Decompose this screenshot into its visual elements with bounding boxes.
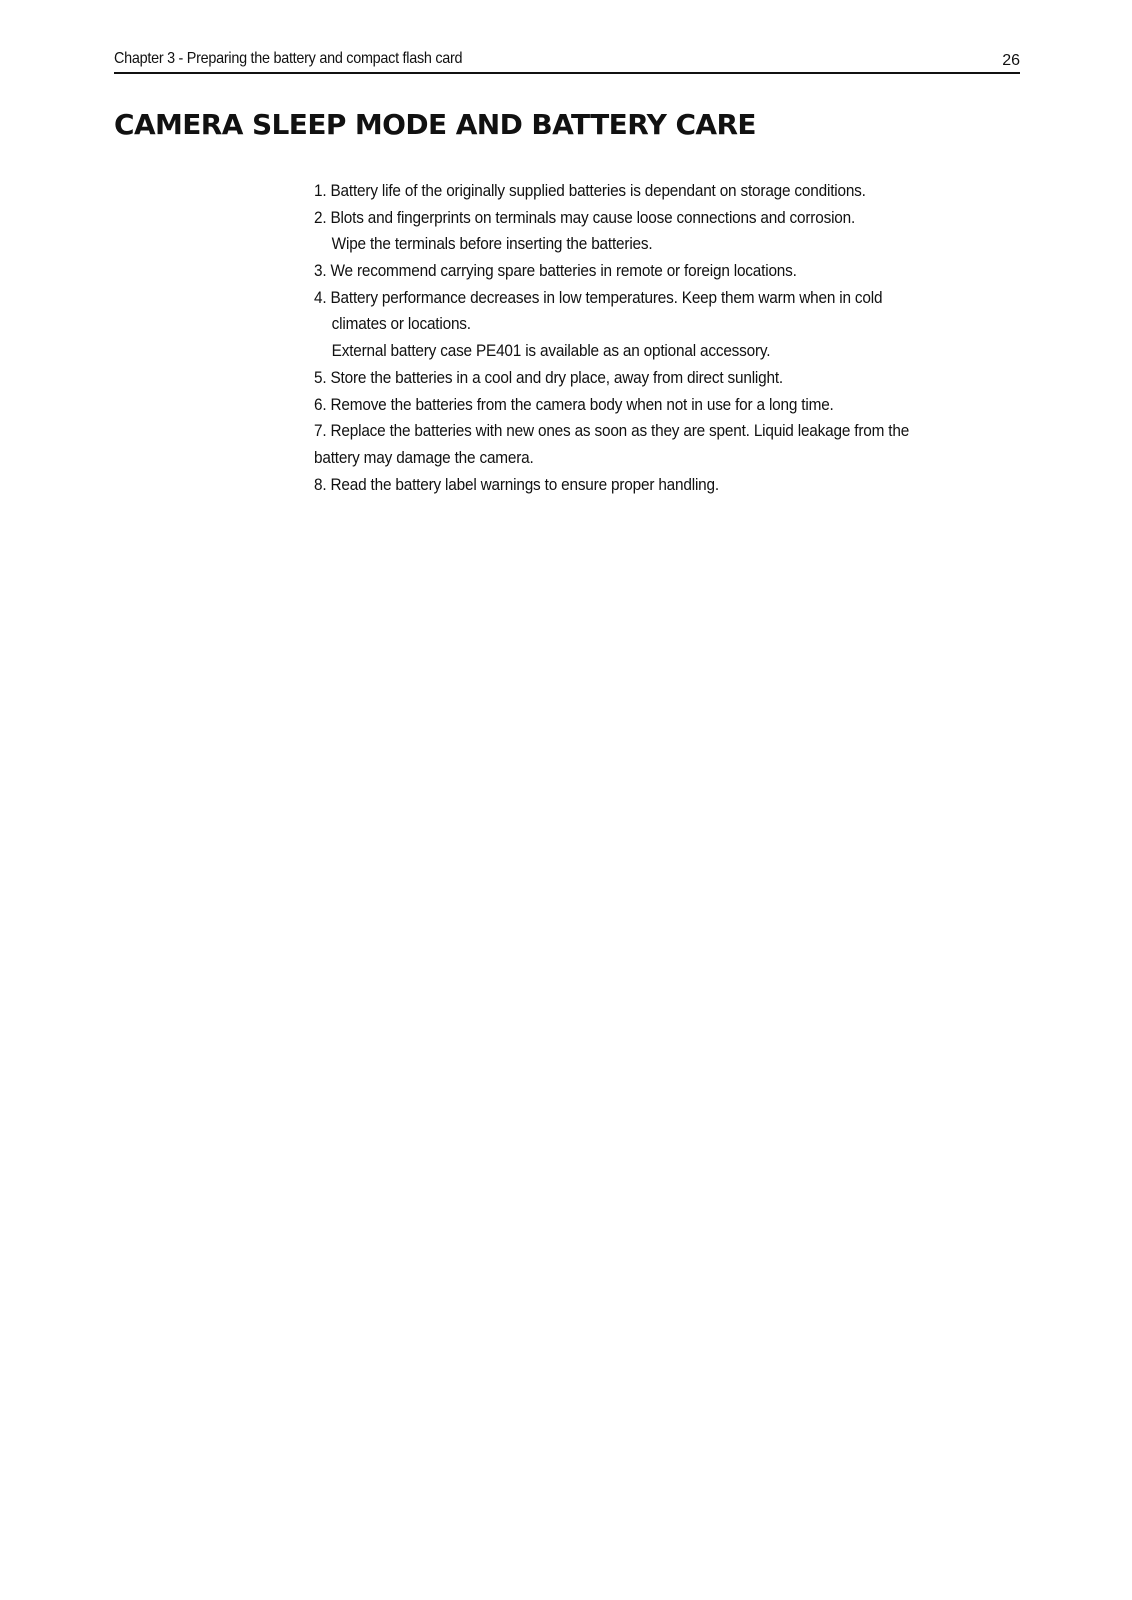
- chapter-title: Chapter 3 - Preparing the battery and compact flash card: [114, 50, 463, 67]
- list-item-4-note: External battery case PE401 is available as an optional accessory.: [331, 342, 771, 361]
- list-item-2-continuation: Wipe the terminals before inserting the batteries.: [331, 235, 653, 254]
- list-item-2: 2. Blots and fingerprints on terminals may cause loose connections and corrosion.: [314, 208, 856, 227]
- list-item-5: 5. Store the batteries in a cool and dry place, away from direct sunlight.: [314, 368, 784, 387]
- list-item-4-continuation: climates or locations.: [331, 315, 471, 334]
- list-item-1: 1. Battery life of the originally supplied batteries is dependant on storage conditions.: [314, 182, 866, 200]
- page-number: 26: [1002, 52, 1020, 69]
- battery-care-list: [314, 178, 1014, 498]
- list-item-6: 6. Remove the batteries from the camera body when not in use for a long time.: [314, 395, 834, 414]
- page-header: [114, 48, 1020, 74]
- list-item-8: 8. Read the battery label warnings to ensure proper handling.: [314, 475, 719, 494]
- list-item-4: 4. Battery performance decreases in low temperatures. Keep them warm when in cold: [314, 288, 883, 307]
- section-title: CAMERA SLEEP MODE AND BATTERY CARE: [114, 108, 756, 141]
- list-item-3: 3. We recommend carrying spare batteries in remote or foreign locations.: [314, 262, 797, 281]
- list-item-7-continuation: battery may damage the camera.: [314, 448, 534, 467]
- list-item-7: 7. Replace the batteries with new ones as soon as they are spent. Liquid leakage from the: [314, 422, 910, 441]
